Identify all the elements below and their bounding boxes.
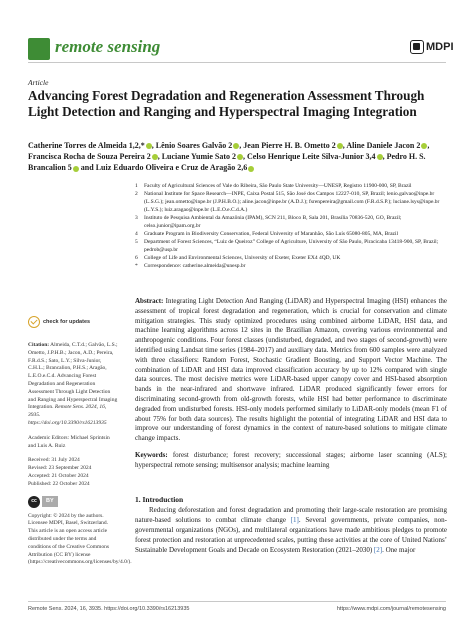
- section-heading-introduction: 1. Introduction: [135, 494, 184, 504]
- keywords-label: Keywords:: [135, 450, 168, 459]
- academic-editors: Academic Editors: Michael Sprintsin and Luis A. Ruiz: [28, 434, 110, 449]
- publisher-logo: [410, 40, 454, 54]
- affiliation-item: [135, 238, 455, 254]
- affiliation-text: Correspondence: catherine.almeida@unesp.br: [144, 263, 246, 269]
- author-name: Luciane Yumie Sato 2: [161, 152, 237, 162]
- author-list: [28, 140, 448, 174]
- affiliation-number: 1: [135, 183, 138, 189]
- cc-icon: cc: [28, 496, 40, 508]
- citation-label: Citation:: [28, 342, 50, 348]
- affiliation-number: 5: [135, 239, 138, 245]
- introduction-paragraph: [135, 506, 447, 555]
- footer-journal-url[interactable]: https://www.mdpi.com/journal/remotesensing: [336, 606, 446, 612]
- author-name: Lênio Soares Galvão 2: [155, 141, 233, 150]
- author-separator: ,: [243, 152, 248, 162]
- affiliation-item: [135, 182, 455, 190]
- dates-block: [28, 457, 118, 488]
- affiliation-item: [135, 214, 455, 230]
- citation-block: [28, 342, 118, 428]
- checkmark-icon: [28, 316, 40, 328]
- abstract-text: Integrating Light Detection And Ranging (LiDAR) and Hyperspectral Imaging (HSI) enhances the assessment of tropical forest degradation and regeneration, which is crucial for conservation and climate mitigation strategies. This study optimized procedures using combined airborne LiDAR, HSI data, and machine learning algorithms across 12 sites in the Brazilian Amazon, covering various environmental and anthropogenic conditions. Four forest classes (undisturbed, degraded, and two stages of second-growth) were identified using Landsat time series (1984–2017) and auxiliary data. Metrics from 600 samples were analyzed with three classifiers: Random Forest, Stochastic Gradient Boosting, and Support Vector Machine. The combination of LiDAR and HSI data improved classification accuracy by up to 12% compared with single data sources. The most decisive metrics were LiDAR-based upper canopy cover and HSI-based absorption bands in the near-infrared and shortwave infrared. LiDAR produced significantly fewer errors for discriminating second-growth from old-growth forests, while HSI had better performance to discriminate degraded from undisturbed forests. HSI-only models performed similarly to LiDAR-only models (mean F1 of about 75% for both data sources). The results highlight the potential of integrating LiDAR and HSI data to improve our understanding of forest dynamics in the context of nature-based solutions to mitigate climate change impacts.: [135, 297, 447, 443]
- check-updates-badge[interactable]: [28, 316, 118, 328]
- affiliation-number: 6: [135, 255, 138, 261]
- affiliation-number: *: [135, 263, 138, 269]
- orcid-icon[interactable]: [248, 166, 254, 172]
- affiliation-number: 3: [135, 215, 138, 221]
- author-name: Pedro H. S. Brancalion 5: [28, 152, 426, 173]
- intro-text-c: . One major: [382, 545, 416, 554]
- keywords: [135, 451, 447, 471]
- mdpi-logo-icon: [410, 40, 424, 54]
- author-name: Francisca Rocha de Souza Pereira 2: [28, 152, 151, 162]
- footer-citation: Remote Sens. 2024, 16, 3935. https://doi.org/10.3390/rs16213935: [28, 606, 190, 612]
- author-separator: ,: [157, 152, 162, 162]
- author-separator: ,: [239, 141, 244, 150]
- footer-divider: [28, 601, 446, 602]
- main-column: [135, 297, 447, 555]
- intro-text-b: . Several governments, private companies, non-governmental organizations (NGOs), and multilateral organizations have made ambitious pledges to promote forest protection and restoration at unprecedented scales, putting these activities at the core of United Nations’ Sustainable Development Goals and Decade on Ecosystem Restoration (2021–2030): [135, 516, 447, 554]
- received-date: Received: 31 July 2024: [28, 457, 80, 464]
- article-title: Advancing Forest Degradation and Regeneration Assessment Through Light Detection and Ranging and Hyperspectral Imaging Integration: [28, 88, 425, 119]
- intro-text-a: Reducing deforestation and forest degradation and promoting their large-scale restoration are promising nature-based solutions to combat climate change: [135, 506, 447, 525]
- author-name: Aline Daniele Jacon 2: [346, 141, 421, 150]
- author-name: Celso Henrique Leite Silva-Junior 3,4: [247, 152, 376, 162]
- citation-text: Almeida, C.T.d.; Galvão, L.S.; Ometto, J.P.H.B.; Jacon, A.D.; Pereira, F.R.d.S.; Sato, L.Y.; Silva-Junior, C.H.L.; Brancalion, P.H.S.; Aragão, L.E.O.e.C.d. Advancing Forest Degradation and Regeneration Assessment Through Light Detection and Ranging and Hyperspectral Imaging Integration.: [28, 342, 118, 411]
- affiliation-text: Instituto de Pesquisa Ambiental da Amazônia (IPAM), SCN 211, Bloco B, Sala 201, Brasília 70836-520, GO, Brazil; celso.junior@ipam.org.br: [144, 215, 402, 229]
- citation-ref[interactable]: Remote Sens. 2024, 16, 3935. https://doi.org/10.3390/rs16213935: [28, 404, 107, 426]
- citation-link-1[interactable]: [1]: [290, 516, 299, 525]
- affiliation-item: [135, 190, 455, 214]
- cc-license-badge[interactable]: [28, 496, 118, 508]
- published-date: Published: 22 October 2024: [28, 480, 90, 487]
- author-separator: ,: [151, 141, 156, 150]
- author-name: Catherine Torres de Almeida 1,2,*: [28, 141, 145, 150]
- publisher-name: MDPI: [426, 41, 454, 53]
- author-name: Luiz Eduardo Oliveira e Cruz de Aragão 2,6: [95, 163, 248, 173]
- revised-date: Revised: 23 September 2024: [28, 465, 92, 472]
- affiliation-text: Faculty of Agricultural Sciences of Vale do Ribeira, São Paulo State University—UNESP, Registro 11900-000, SP, Brazil: [144, 183, 412, 189]
- copyright-text: Copyright: © 2024 by the authors. Licensee MDPI, Basel, Switzerland. This article is an open access article distributed under the terms and conditions of the Creative Commons Attribution (CC BY) license (https://creativecommons.org/licenses/by/4.0/).: [28, 512, 132, 566]
- affiliation-text: Graduate Program in Biodiversity Conservation, Federal University of Maranhão, São Luís 65080-805, MA, Brazil: [144, 231, 399, 237]
- article-sidebar: [28, 316, 132, 574]
- page-footer: [28, 606, 446, 612]
- affiliation-text: College of Life and Environmental Sciences, University of Exeter, Exeter EX4 4QD, UK: [144, 255, 341, 261]
- keywords-text: forest disturbance; forest recovery; successional stages; airborne laser scanning (ALS); hyperspectral remote sensing; multisensor analysis; machine learning: [135, 450, 447, 469]
- article-type: Article: [28, 78, 49, 87]
- by-icon: BY: [42, 496, 58, 508]
- journal-logo-icon: [28, 38, 50, 60]
- affiliation-item: [135, 262, 455, 270]
- affiliation-item: [135, 230, 455, 238]
- affiliation-number: 2: [135, 191, 138, 197]
- author-name: Jean Pierre H. B. Ometto 2: [243, 141, 336, 150]
- citation-link-2[interactable]: [2]: [373, 545, 383, 554]
- affiliations: [135, 182, 455, 270]
- affiliation-text: National Institute for Space Research—INPE, Caixa Postal 515, São José dos Campos 12227-010, SP, Brazil; lenio.galvao@inpe.br (L.S.G.); jean.ometto@inpe.br (J.P.H.B.O.); aline.jacon@inpe.br (A.D.J.); fsrenpereira@gmail.com (F.R.d.S.P.); luciane.lsys@inpe.br (L.Y.S.); luiz.aragao@inpe.br (L.E.O.e.C.d.A.): [144, 191, 440, 213]
- affiliation-text: Department of Forest Sciences, “Luiz de Queiroz” College of Agriculture, University of São Paulo, Piracicaba 13418-900, SP, Brazil; pedrob@usp.br: [144, 239, 439, 253]
- accepted-date: Accepted: 21 October 2024: [28, 472, 89, 479]
- affiliation-number: 4: [135, 231, 138, 237]
- abstract-label: Abstract:: [135, 297, 164, 305]
- check-updates-label: check for updates: [43, 319, 91, 325]
- author-separator: ,: [342, 141, 347, 150]
- affiliation-item: [135, 254, 455, 262]
- abstract: [135, 297, 447, 444]
- author-separator: ,: [382, 152, 387, 162]
- header-divider: [28, 62, 446, 63]
- author-separator: and: [78, 163, 96, 173]
- journal-name: remote sensing: [55, 37, 161, 56]
- author-separator: ,: [427, 141, 430, 150]
